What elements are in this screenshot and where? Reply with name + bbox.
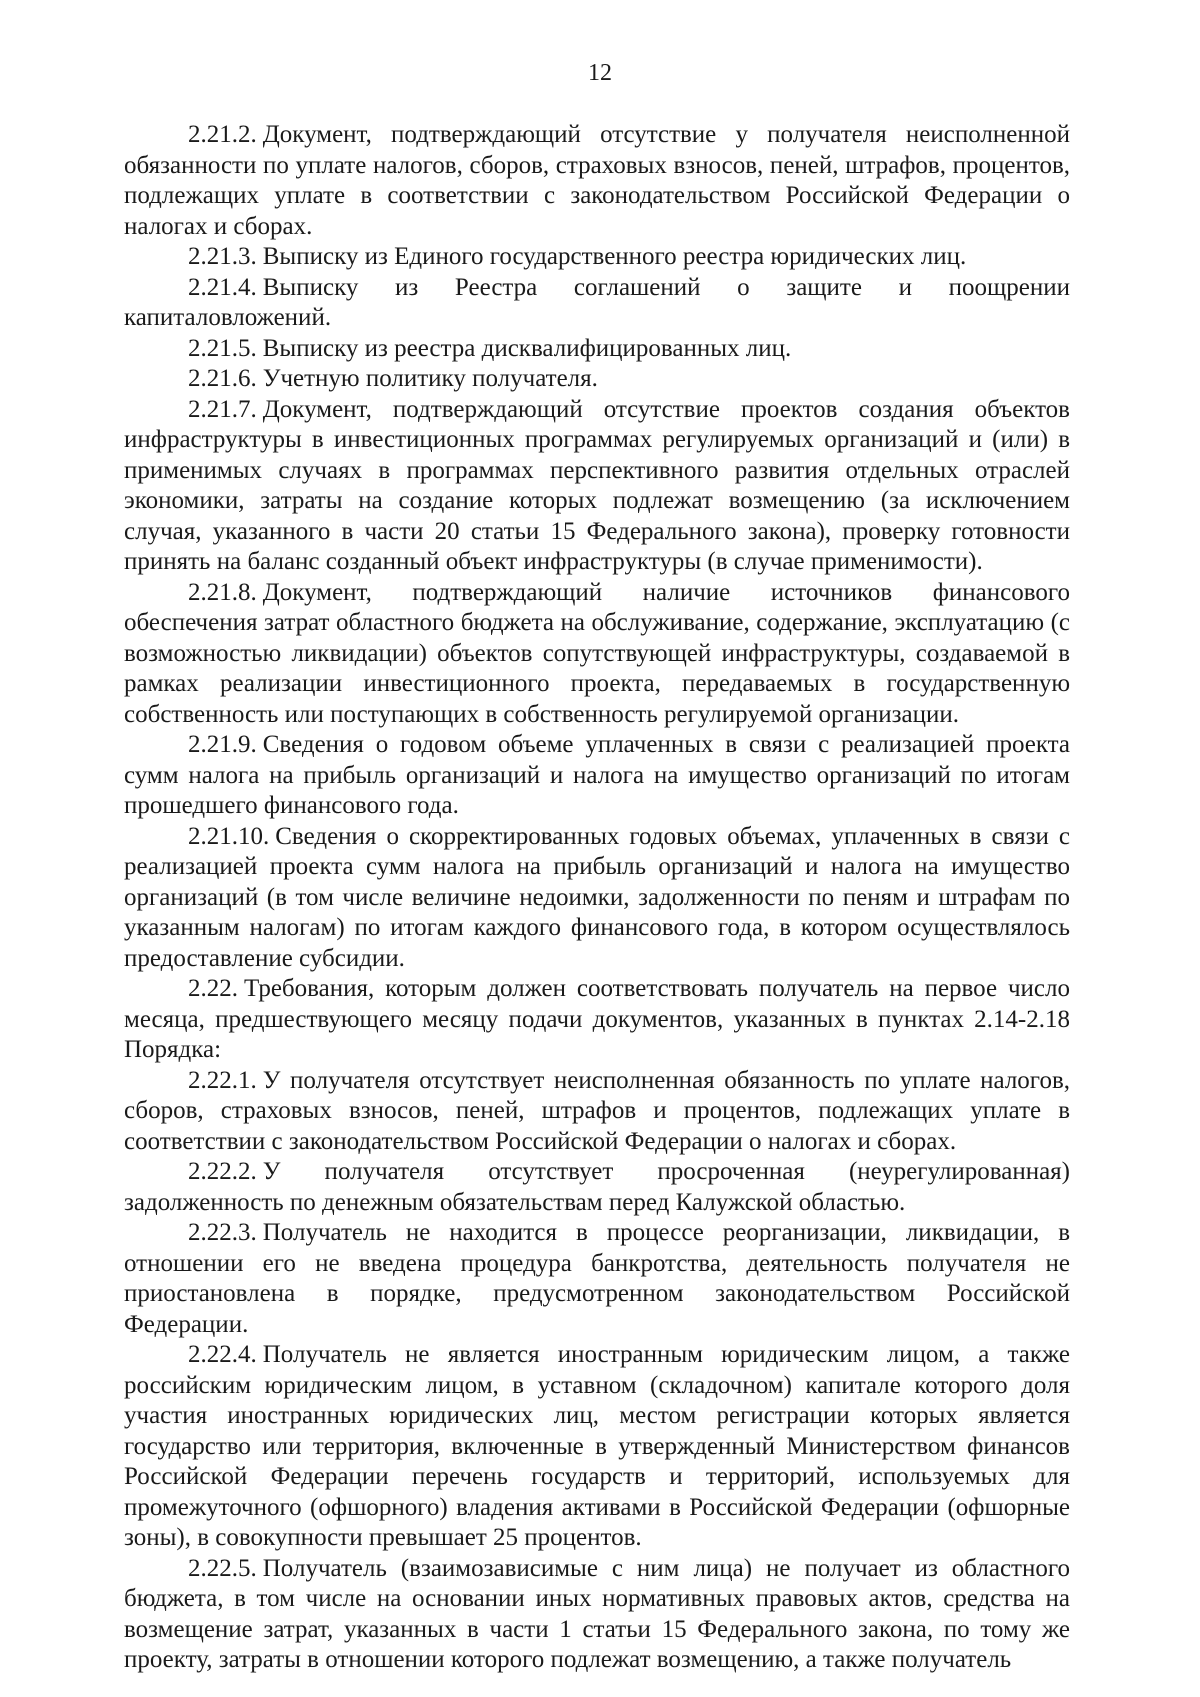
paragraph-number: 2.22.4. xyxy=(188,1341,257,1368)
document-body xyxy=(124,120,1070,1676)
paragraph-text: Выписку из реестра дисквалифицированных лиц. xyxy=(262,334,792,362)
paragraph-2-22-5 xyxy=(124,1554,1070,1676)
paragraph-number: 2.22.3. xyxy=(188,1219,257,1246)
paragraph-2-22-1 xyxy=(124,1066,1070,1158)
paragraph-text: Учетную политику получателя. xyxy=(262,365,598,392)
paragraph-2-21-7 xyxy=(124,395,1070,578)
paragraph-number: 2.21.5. xyxy=(188,334,257,362)
paragraph-text: Получатель не находится в процессе реорганизации, ликвидации, в отношении его не введена процедура банкротства, деятельность получателя не приостановлена в порядке, предусмотренном законодательством Российской Федерации. xyxy=(124,1219,1070,1338)
paragraph-2-21-5 xyxy=(124,334,1070,365)
paragraph-text: Получатель (взаимозависимые с ним лица) не получает из областного бюджета, в том числе на основании иных нормативных правовых актов, средства на возмещение затрат, указанных в части 1 статьи 15 Федерального закона, по тому же проекту, затраты в отношении которого подлежат возмещению, а также получатель xyxy=(124,1554,1070,1673)
paragraph-text: Получатель не является иностранным юридическим лицом, а также российским юридическим лицом, в уставном (складочном) капитале которого доля участия иностранных юридических лиц, местом регистрации которых является государство или территория, включенные в утвержденный Министерством финансов Российской Федерации перечень государств и территорий, используемых для промежуточного (офшорного) владения активами в Российской Федерации (офшорные зоны), в совокупности превышает 25 процентов. xyxy=(124,1341,1070,1551)
paragraph-number: 2.22. xyxy=(188,975,238,1002)
paragraph-text: Документ, подтверждающий отсутствие проектов создания объектов инфраструктуры в инвестиционных программах регулируемых организаций и (или) в применимых случаях в программах перспективного развития отдельных отраслей экономики, затраты на создание которых подлежат возмещению (за исключением случая, указанного в части 20 статьи 15 Федерального закона), проверку готовности принять на баланс созданный объект инфраструктуры (в случае применимости). xyxy=(124,395,1070,575)
paragraph-number: 2.21.10. xyxy=(188,822,270,850)
paragraph-text: У получателя отсутствует неисполненная обязанность по уплате налогов, сборов, страховых взносов, пеней, штрафов и процентов, подлежащих уплате в соответствии с законодательством Российской Федерации о налогах и сборах. xyxy=(124,1066,1070,1155)
paragraph-2-22-2 xyxy=(124,1157,1070,1218)
paragraph-text: У получателя отсутствует просроченная (неурегулированная) задолженность по денежным обязательствам перед Калужской областью. xyxy=(124,1158,1070,1216)
paragraph-number: 2.21.3. xyxy=(188,243,257,270)
paragraph-text: Выписку из Единого государственного реестра юридических лиц. xyxy=(262,243,967,270)
paragraph-2-22-4 xyxy=(124,1340,1070,1554)
paragraph-2-21-8 xyxy=(124,578,1070,731)
paragraph-text: Требования, которым должен соответствовать получатель на первое число месяца, предшествующего месяцу подачи документов, указанных в пунктах 2.14-2.18 Порядка: xyxy=(124,975,1070,1063)
paragraph-2-21-4 xyxy=(124,273,1070,334)
paragraph-number: 2.21.9. xyxy=(188,731,257,758)
paragraph-2-22-3 xyxy=(124,1218,1070,1340)
paragraph-text: Выписку из Реестра соглашений о защите и поощрении капиталовложений. xyxy=(124,273,1070,331)
paragraph-number: 2.22.1. xyxy=(188,1066,257,1094)
paragraph-number: 2.21.7. xyxy=(188,395,257,423)
paragraph-number: 2.21.4. xyxy=(188,273,257,301)
paragraph-number: 2.21.2. xyxy=(188,121,257,148)
paragraph-number: 2.21.6. xyxy=(188,365,257,392)
page-number: 12 xyxy=(588,60,612,86)
paragraph-2-22 xyxy=(124,974,1070,1066)
paragraph-text: Документ, подтверждающий наличие источников финансового обеспечения затрат областного бюджета на обслуживание, содержание, эксплуатацию (с возможностью ликвидации) объектов сопутствующей инфраструктуры, создаваемой в рамках реализации инвестиционного проекта, передаваемых в государственную собственность или поступающих в собственность регулируемой организации. xyxy=(124,578,1070,728)
paragraph-text: Сведения о годовом объеме уплаченных в связи с реализацией проекта сумм налога на прибыль организаций и налога на имущество организаций по итогам прошедшего финансового года. xyxy=(124,731,1070,819)
paragraph-number: 2.22.2. xyxy=(188,1158,257,1185)
paragraph-2-21-3 xyxy=(124,242,1070,273)
paragraph-text: Сведения о скорректированных годовых объемах, уплаченных в связи с реализацией проекта сумм налога на прибыль организаций и налога на имущество организаций (в том числе величине недоимки, задолженности по пеням и штрафам по указанным налогам) по итогам каждого финансового года, в котором осуществлялось предоставление субсидии. xyxy=(124,822,1070,972)
paragraph-2-21-2 xyxy=(124,120,1070,242)
paragraph-2-21-10 xyxy=(124,822,1070,975)
paragraph-number: 2.21.8. xyxy=(188,578,257,606)
paragraph-2-21-6 xyxy=(124,364,1070,395)
paragraph-text: Документ, подтверждающий отсутствие у получателя неисполненной обязанности по уплате налогов, сборов, страховых взносов, пеней, штрафов, процентов, подлежащих уплате в соответствии с законодательством Российской Федерации о налогах и сборах. xyxy=(124,121,1070,240)
paragraph-2-21-9 xyxy=(124,730,1070,822)
paragraph-number: 2.22.5. xyxy=(188,1554,257,1582)
